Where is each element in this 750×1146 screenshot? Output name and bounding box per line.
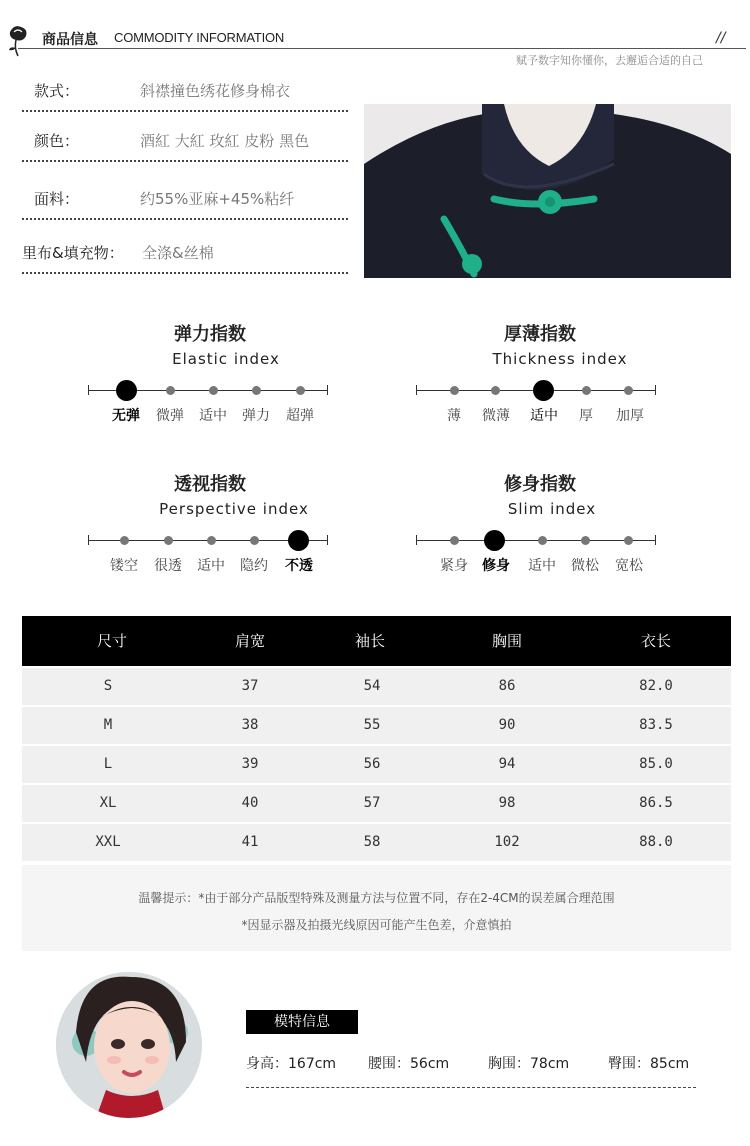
scale-tick	[327, 385, 328, 395]
elastic-selected-dot	[116, 380, 137, 401]
table-cell: 86	[498, 678, 516, 694]
slim-level-label: 适中	[528, 558, 556, 574]
scale-tick	[88, 385, 89, 395]
header-divider	[18, 48, 746, 49]
elastic-level-label: 无弹	[112, 408, 140, 424]
slim-level-label: 宽松	[615, 558, 643, 574]
table-cell: S	[103, 678, 113, 694]
size-table	[22, 616, 731, 861]
perspective-index-subtitle: Perspective index	[159, 500, 309, 518]
table-cell: 56	[363, 756, 381, 772]
table-cell: 90	[498, 717, 516, 733]
table-cell: 39	[241, 756, 259, 772]
elastic-level-label: 适中	[199, 408, 227, 424]
thickness-selected-dot	[533, 380, 554, 401]
scale-dot	[252, 386, 261, 395]
table-cell: 41	[241, 834, 259, 850]
table-cell: 88.0	[639, 834, 673, 850]
header-slogan: 赋予数字知你懂你，去邂逅合适的自己	[516, 54, 703, 67]
table-row	[22, 707, 731, 744]
thickness-index-subtitle: Thickness index	[492, 350, 628, 368]
spec-value: 酒紅 大紅 玫紅 皮粉 黑色	[140, 132, 310, 150]
scale-tick	[327, 535, 328, 545]
table-cell: M	[103, 717, 113, 733]
table-row	[22, 668, 731, 705]
table-cell: 57	[363, 795, 381, 811]
scale-dot	[207, 536, 216, 545]
spec-label: 面料：	[34, 190, 80, 208]
slim-level-label: 微松	[571, 558, 599, 574]
slim-index-subtitle: Slim index	[507, 500, 597, 518]
spec-value: 斜襟撞色绣花修身棉衣	[140, 82, 291, 100]
scale-tick	[655, 535, 656, 545]
header-cell: 胸围	[491, 632, 522, 650]
table-cell: 94	[498, 756, 516, 772]
perspective-level-label: 适中	[197, 558, 225, 574]
table-cell: 40	[241, 795, 259, 811]
scale-tick	[416, 385, 417, 395]
spec-label: 里布&填充物：	[22, 244, 124, 262]
perspective-selected-dot	[288, 530, 309, 551]
table-row	[22, 824, 731, 861]
product-collar-photo	[364, 104, 731, 278]
model-hip: 臀围：85cm	[608, 1056, 690, 1072]
elastic-level-label: 弹力	[242, 408, 270, 424]
scale-dot	[250, 536, 259, 545]
table-cell: 58	[363, 834, 381, 850]
scale-tick	[655, 385, 656, 395]
perspective-index-title: 透视指数	[174, 474, 246, 495]
table-cell: 82.0	[639, 678, 673, 694]
scale-dot	[166, 386, 175, 395]
slim-selected-dot	[484, 530, 505, 551]
model-height: 身高：167cm	[246, 1056, 337, 1072]
thickness-index-title: 厚薄指数	[504, 324, 576, 345]
table-cell: 37	[241, 678, 259, 694]
elastic-level-label: 微弹	[156, 408, 184, 424]
scale-dot	[164, 536, 173, 545]
table-cell: 98	[498, 795, 516, 811]
spec-row-lining	[22, 242, 348, 274]
perspective-level-label: 镂空	[110, 558, 138, 574]
header-cell: 袖长	[354, 632, 385, 650]
header-cell: 衣长	[640, 632, 671, 650]
spec-label: 颜色：	[34, 132, 80, 150]
table-cell: 85.0	[639, 756, 673, 772]
thickness-level-label: 适中	[530, 408, 558, 424]
spec-row-fabric	[22, 188, 348, 220]
perspective-level-label: 不透	[285, 558, 313, 574]
scale-dot	[209, 386, 218, 395]
thickness-level-label: 微薄	[482, 408, 510, 424]
header-title-cn: 商品信息	[42, 32, 98, 48]
slim-index-title: 修身指数	[504, 474, 576, 495]
model-chest: 胸围：78cm	[488, 1056, 570, 1072]
scale-dot	[296, 386, 305, 395]
header-slash-mark: //	[716, 30, 726, 46]
scale-tick	[416, 535, 417, 545]
table-row	[22, 746, 731, 783]
elastic-index-title: 弹力指数	[174, 324, 246, 345]
perspective-level-label: 隐约	[240, 558, 268, 574]
table-cell: 86.5	[639, 795, 673, 811]
notes-box	[22, 865, 731, 951]
scale-dot	[450, 386, 459, 395]
elastic-level-label: 超弹	[286, 408, 314, 424]
spec-value: 约55%亚麻+45%粘纤	[140, 190, 295, 208]
spec-label: 款式：	[34, 82, 80, 100]
note-text: 温馨提示：*由于部分产品版型特殊及测量方法与位置不同，存在2-4CM的误差属合理范围	[138, 891, 615, 905]
header-title-en: COMMODITY INFORMATION	[114, 30, 285, 45]
slim-level-label: 修身	[482, 558, 510, 574]
scale-dot	[538, 536, 547, 545]
model-divider	[246, 1087, 696, 1088]
note-text: *因显示器及拍摄光线原因可能产生色差，介意慎拍	[241, 918, 512, 932]
elastic-index-subtitle: Elastic index	[172, 350, 280, 368]
scale-tick	[88, 535, 89, 545]
model-info-badge: 模特信息	[246, 1010, 358, 1034]
perspective-level-label: 很透	[154, 558, 182, 574]
scale-dot	[582, 386, 591, 395]
spec-value: 全涤&丝棉	[142, 244, 214, 262]
table-row	[22, 785, 731, 822]
rose-logo-icon	[6, 24, 30, 58]
thickness-level-label: 厚	[579, 408, 593, 424]
slim-level-label: 紧身	[440, 558, 468, 574]
thickness-level-label: 加厚	[616, 408, 644, 424]
header-cell: 肩宽	[234, 632, 265, 650]
table-cell: 55	[363, 717, 381, 733]
table-cell: XXL	[95, 834, 121, 850]
spec-row-style	[22, 80, 348, 112]
table-cell: 54	[363, 678, 381, 694]
table-cell: 83.5	[639, 717, 673, 733]
table-cell: L	[103, 756, 113, 772]
scale-dot	[581, 536, 590, 545]
model-waist: 腰围：56cm	[368, 1056, 450, 1072]
model-avatar	[56, 972, 202, 1118]
spec-row-color	[22, 130, 348, 162]
scale-dot	[624, 386, 633, 395]
table-cell: XL	[99, 795, 117, 811]
scale-dot	[491, 386, 500, 395]
table-cell: 102	[494, 834, 520, 850]
scale-dot	[450, 536, 459, 545]
table-cell: 38	[241, 717, 259, 733]
scale-dot	[624, 536, 633, 545]
scale-dot	[120, 536, 129, 545]
header-cell: 尺寸	[96, 632, 127, 650]
thickness-level-label: 薄	[447, 408, 461, 424]
size-table-header	[22, 616, 731, 666]
